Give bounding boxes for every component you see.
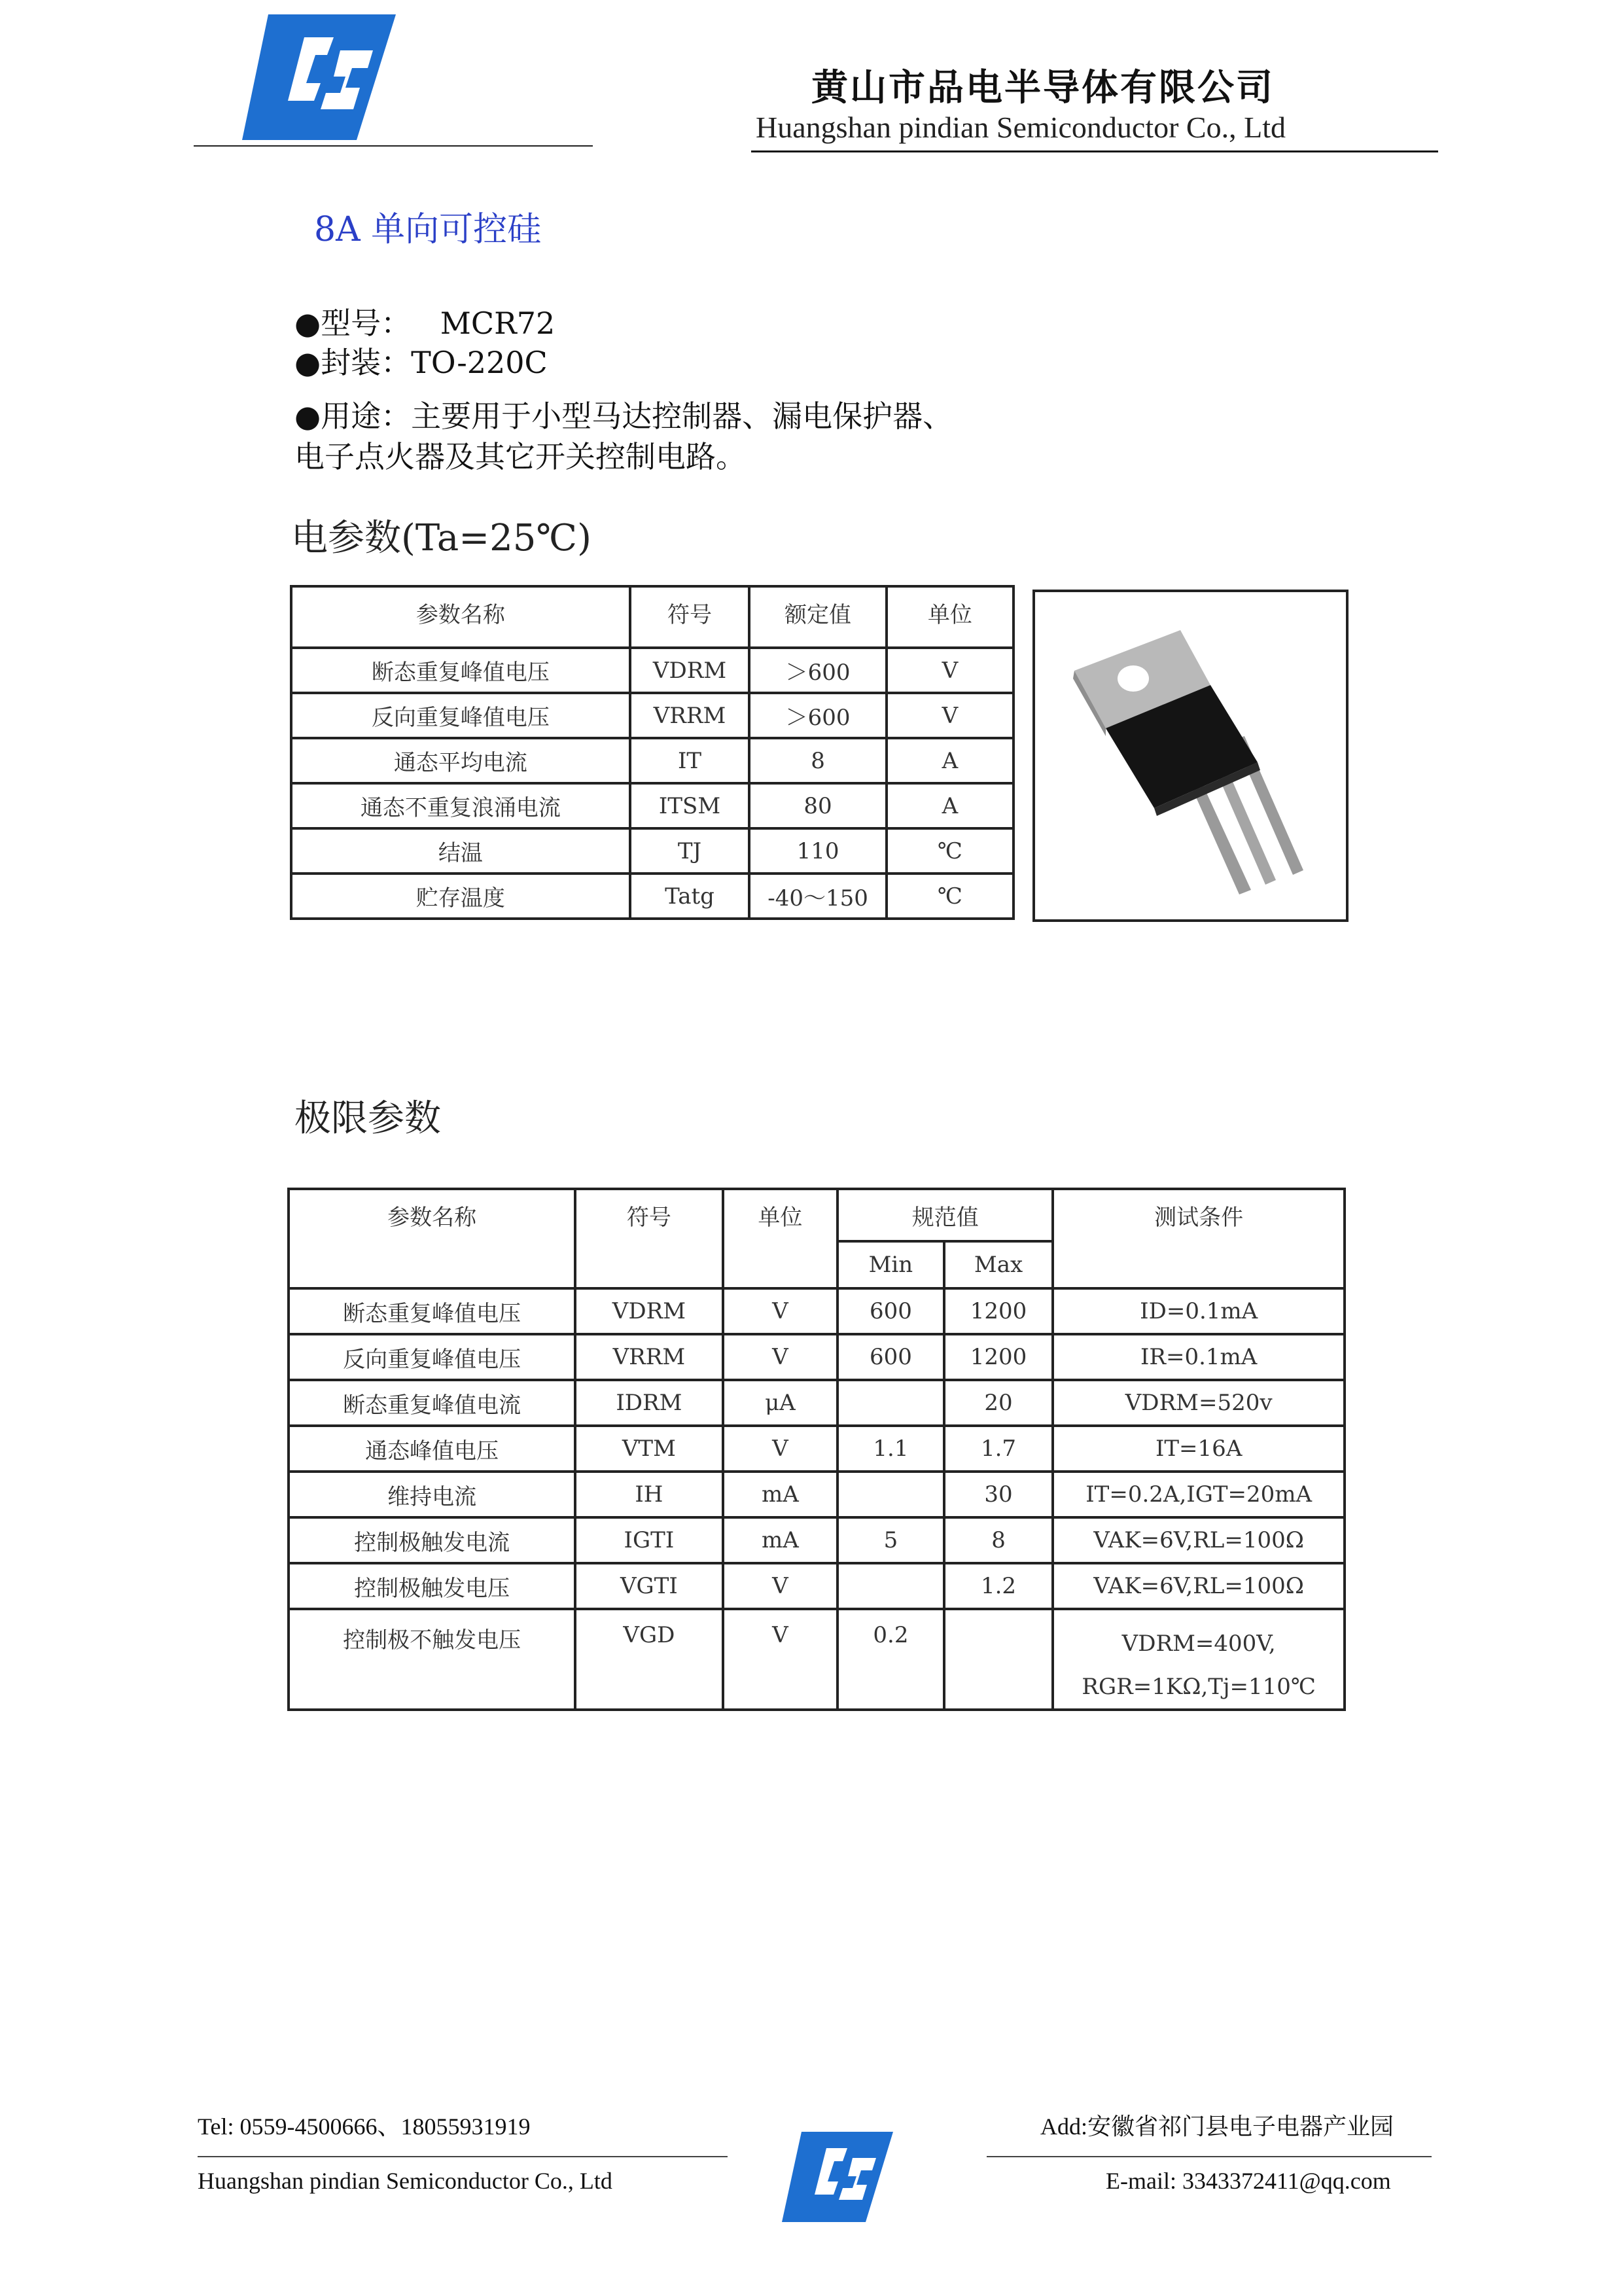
table-cell: V [887,693,1014,738]
table-cell: VGTI [575,1563,723,1609]
table-cell: VRRM [630,693,750,738]
table-cell: 20 [944,1380,1053,1426]
table-cell: 反向重复峰值电压 [291,693,630,738]
table-cell: 断态重复峰值电流 [289,1380,575,1426]
table-cell: VRRM [575,1334,723,1380]
table-cell: V [723,1288,837,1334]
table-cell: 断态重复峰值电压 [291,648,630,693]
footer-company: Huangshan pindian Semiconductor Co., Ltd [198,2168,612,2194]
package-line [294,339,548,382]
table-cell [837,1472,944,1517]
component-photo-frame [1032,590,1349,922]
table-cell: VDRM=520v [1053,1380,1345,1426]
table-cell: IR=0.1mA [1053,1334,1345,1380]
table-cell: 反向重复峰值电压 [289,1334,575,1380]
table-cell: A [887,738,1014,783]
table-cell: ＞600 [749,693,886,738]
table-cell: ℃ [887,874,1014,919]
table-row [291,874,1014,919]
table-cell: 1.2 [944,1563,1053,1609]
table-cell: 结温 [291,828,630,874]
model-label: ●型号： [294,306,412,341]
table-row [289,1563,1345,1609]
to220-package-image [1035,592,1346,919]
table-row [289,1288,1345,1334]
company-logo [242,14,396,140]
table-cell: mA [723,1472,837,1517]
header-cell: Max [944,1241,1053,1288]
table-cell: 110 [749,828,886,874]
table-row [289,1426,1345,1472]
table-cell: 600 [837,1288,944,1334]
header-cell: 符号 [575,1189,723,1288]
table-cell [944,1609,1053,1710]
usage-line-1: ●用途：主要用于小型马达控制器、漏电保护器、 [294,398,953,434]
table-header-row [291,586,1014,648]
table-cell: 断态重复峰值电压 [289,1288,575,1334]
table-cell: ITSM [630,783,750,828]
table-row [289,1334,1345,1380]
usage-line-2: 电子点火器及其它开关控制电路。 [294,439,746,474]
table-cell: 600 [837,1334,944,1380]
table-cell: IT=0.2A,IGT=20mA [1053,1472,1345,1517]
header-cell: 单位 [887,586,1014,648]
table-cell: 1200 [944,1288,1053,1334]
table-cell: VGD [575,1609,723,1710]
table-cell: 通态峰值电压 [289,1426,575,1472]
header-cell: 单位 [723,1189,837,1288]
table-cell: 8 [944,1517,1053,1563]
table-row [289,1609,1345,1710]
table-cell: TJ [630,828,750,874]
package-value: TO-220C [411,345,548,380]
table-cell: VAK=6V,RL=100Ω [1053,1517,1345,1563]
table-cell: 控制极触发电压 [289,1563,575,1609]
table-cell: V [723,1334,837,1380]
table-cell [837,1380,944,1426]
footer-tel: Tel: 0559-4500666、18055931919 [198,2113,531,2140]
electrical-params-table [290,585,1015,920]
table-cell: V [887,648,1014,693]
package-label: ●封装： [294,345,412,380]
table-cell: 控制极触发电流 [289,1517,575,1563]
table-cell: 1200 [944,1334,1053,1380]
table-cell: V [723,1563,837,1609]
table-cell: 80 [749,783,886,828]
table-cell: VDRM [630,648,750,693]
header-rule-left [194,145,593,147]
table-row [291,828,1014,874]
table-cell: IH [575,1472,723,1517]
table-cell: ℃ [887,828,1014,874]
table-cell: μA [723,1380,837,1426]
table-cell: IT=16A [1053,1426,1345,1472]
limit-params-title: 极限参数 [294,1097,441,1140]
table-cell: 控制极不触发电压 [289,1609,575,1710]
table-cell: 0.2 [837,1609,944,1710]
footer-logo [782,2132,893,2222]
table-cell: IT [630,738,750,783]
table-cell-conditions [1053,1609,1345,1710]
table-cell: 1.1 [837,1426,944,1472]
header-cell: 测试条件 [1053,1189,1345,1288]
table-row [289,1472,1345,1517]
table-cell: 8 [749,738,886,783]
table-row [291,693,1014,738]
header-cell: 参数名称 [289,1189,575,1288]
table-row [291,648,1014,693]
footer-rule-left [198,2156,728,2157]
table-cell: VDRM [575,1288,723,1334]
footer-rule-right [987,2156,1432,2157]
table-cell: VTM [575,1426,723,1472]
table-cell: IDRM [575,1380,723,1426]
table-cell: V [723,1426,837,1472]
table-cell: VAK=6V,RL=100Ω [1053,1563,1345,1609]
limit-params-table [287,1188,1346,1711]
table-cell: 贮存温度 [291,874,630,919]
table-cell: 维持电流 [289,1472,575,1517]
table-cell: ＞600 [749,648,886,693]
header-cell: 参数名称 [291,586,630,648]
model-value: MCR72 [440,306,555,341]
table-cell: 通态平均电流 [291,738,630,783]
table-cell: IGTI [575,1517,723,1563]
table-cell [837,1563,944,1609]
table-cell: 5 [837,1517,944,1563]
table-header-row [289,1189,1345,1241]
header-rule-right [751,150,1438,152]
company-name-en: Huangshan pindian Semiconductor Co., Ltd [756,111,1286,144]
table-row [289,1517,1345,1563]
table-cell: -40～150 [749,874,886,919]
condition-line: RGR=1KΩ,Tj=110℃ [1082,1674,1316,1700]
table-cell: 通态不重复浪涌电流 [291,783,630,828]
condition-line: VDRM=400V, [1121,1631,1276,1657]
header-cell: 额定值 [749,586,886,648]
table-row [291,738,1014,783]
header-cell: 符号 [630,586,750,648]
model-line [294,300,555,343]
page-title: 8A 单向可控硅 [314,210,542,249]
table-cell: 1.7 [944,1426,1053,1472]
table-row [291,783,1014,828]
table-cell: V [723,1609,837,1710]
electrical-params-title: 电参数(Ta=25℃) [291,517,591,559]
table-cell: A [887,783,1014,828]
table-cell: mA [723,1517,837,1563]
header-cell: 规范值 [837,1189,1053,1241]
footer-email: E-mail: 3343372411@qq.com [1106,2168,1391,2194]
company-name-cn: 黄山市品电半导体有限公司 [811,67,1275,109]
header-cell: Min [837,1241,944,1288]
table-cell: ID=0.1mA [1053,1288,1345,1334]
table-row [289,1380,1345,1426]
table-cell: 30 [944,1472,1053,1517]
footer-address: Add:安徽省祁门县电子电器产业园 [1040,2113,1394,2140]
table-cell: Tatg [630,874,750,919]
